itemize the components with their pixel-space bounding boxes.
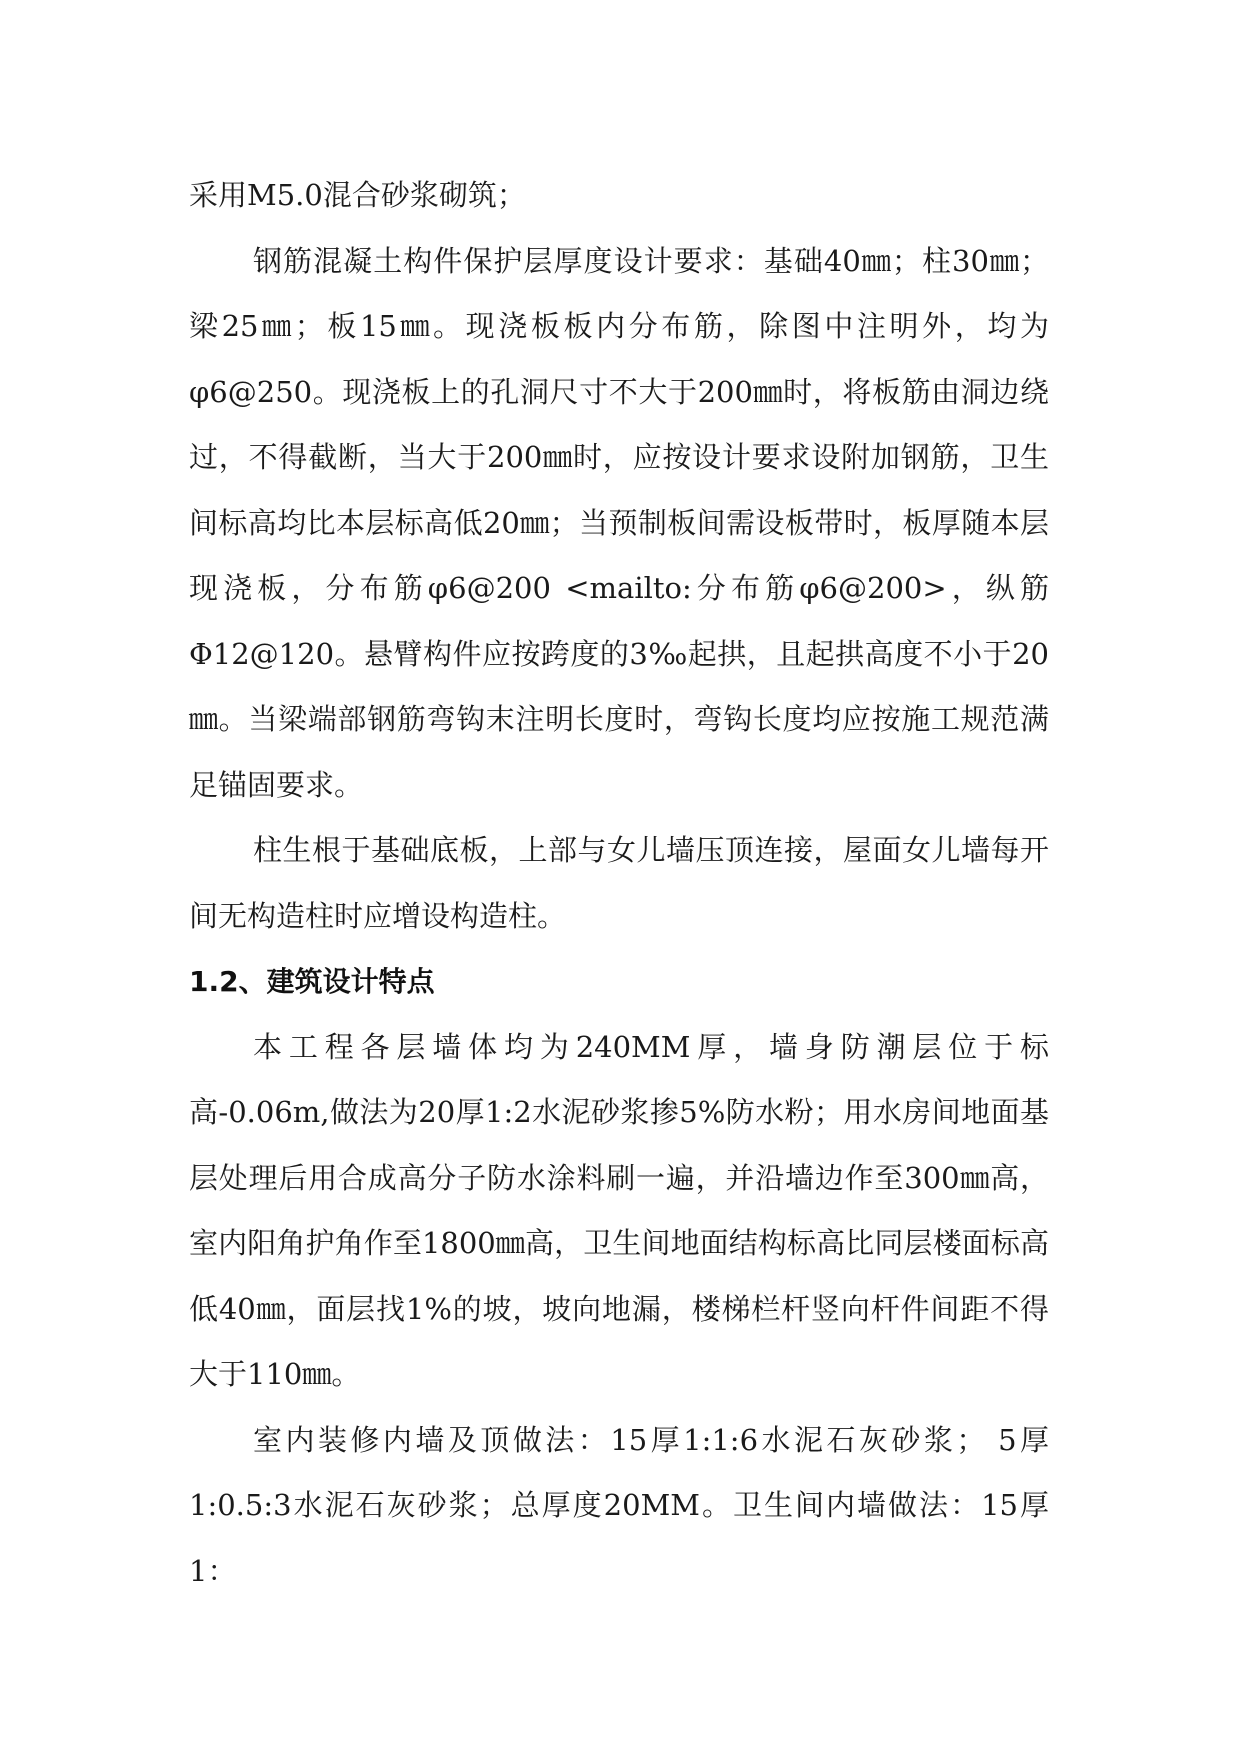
paragraph-rebar-cover: 钢筋混凝土构件保护层厚度设计要求：基础40㎜；柱30㎜；梁25㎜；板15㎜。现浇板板内分布筋，除图中注明外，均为φ6@250。现浇板上的孔洞尺寸不大于200㎜时，将板筋由洞边绕过，不得截断，当大于200㎜时，应按设计要求设附加钢筋，卫生间标高均比本层标高低20㎜；当预制板间需设板带时，板厚随本层现浇板，分布筋φ6@200 <mailto:分布筋φ6@200>，纵筋Φ12@120。悬臂构件应按跨度的3‰起拱，且起拱高度不小于20㎜。当梁端部钢筋弯钩末注明长度时，弯钩长度均应按施工规范满足锚固要求。 <box>189 243 1049 802</box>
paragraph-wall-waterproofing: 本工程各层墙体均为240MM厚，墙身防潮层位于标高-0.06m,做法为20厚1:2水泥砂浆掺5%防水粉；用水房间地面基层处理后用合成高分子防水涂料刷一遍，并沿墙边作至300㎜高，室内阳角护角作至1800㎜高，卫生间地面结构标高比同层楼面标高低40㎜，面层找1%的坡，坡向地漏，楼梯栏杆竖向杆件间距不得大于110㎜。 <box>189 1029 1049 1391</box>
paragraph-column-rooting: 柱生根于基础底板，上部与女儿墙压顶连接，屋面女儿墙每开间无构造柱时应增设构造柱。 <box>189 833 1049 933</box>
document-body <box>189 163 1049 1604</box>
section-heading: 1.2、建筑设计特点 <box>189 965 435 998</box>
paragraph-interior-finish: 室内装修内墙及顶做法：15厚1:1:6水泥石灰砂浆； 5厚1:0.5:3水泥石灰砂浆；总厚度20MM。卫生间内墙做法：15厚1： <box>189 1422 1049 1588</box>
paragraph-masonry-mortar: 采用M5.0混合砂浆砌筑； <box>189 178 526 212</box>
